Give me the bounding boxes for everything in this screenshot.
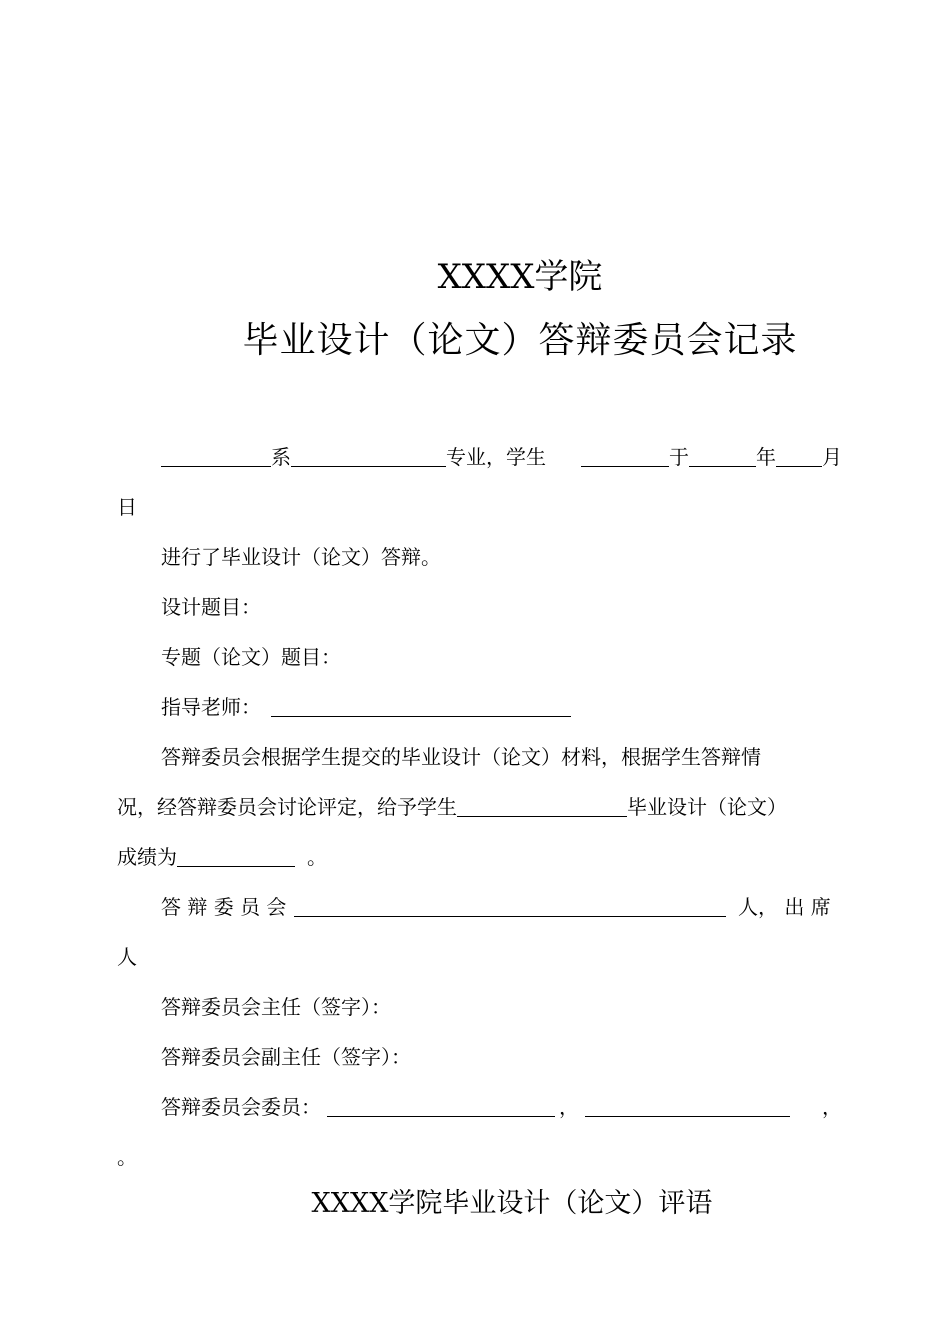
year-label: 年: [756, 445, 776, 469]
grade-label: 成绩为: [117, 845, 177, 869]
advisor-line: [161, 692, 571, 722]
design-topic-label: 设计题目：: [161, 595, 261, 619]
advisor-blank[interactable]: [271, 696, 571, 717]
chair-signature-label: 答辩委员会主任（签字）：: [161, 995, 391, 1019]
intro-line-date: [581, 442, 842, 472]
committee-count-label: 答 辩 委 员 会: [161, 895, 287, 919]
defense-done-text: 进行了毕业设计（论文）答辩。: [161, 545, 441, 569]
person-label: 人: [117, 945, 137, 969]
committee-para-2b: 毕业设计（论文）: [627, 795, 787, 819]
on-label: 于: [669, 445, 689, 469]
dept-blank[interactable]: [161, 446, 271, 467]
committee-para-2a: 况，经答辩委员会讨论评定，给予学生: [117, 795, 457, 819]
month-label: 月: [822, 445, 842, 469]
advisor-label: 指导老师：: [161, 695, 261, 719]
month-blank[interactable]: [776, 446, 822, 467]
record-title: 毕业设计（论文）答辩委员会记录: [242, 320, 798, 361]
committee-para-line-2: [117, 792, 787, 822]
comments-title: XXXX学院毕业设计（论文）评语: [311, 1188, 713, 1219]
members-comma-2: ，: [822, 1095, 842, 1119]
members-comma-1: ，: [559, 1095, 579, 1119]
major-student-label: 专业，学生: [446, 445, 546, 469]
year-blank[interactable]: [689, 446, 756, 467]
grade-line: [117, 842, 327, 872]
member-blank-2[interactable]: [585, 1096, 790, 1117]
committee-count-line: [161, 892, 726, 922]
members-label: 答辩委员会委员：: [161, 1095, 321, 1119]
members-line: [161, 1092, 790, 1122]
student-blank[interactable]: [581, 446, 669, 467]
members-period: 。: [117, 1145, 137, 1169]
student-name-blank[interactable]: [457, 796, 627, 817]
day-label: 日: [117, 495, 137, 519]
grade-end: 。: [307, 845, 327, 869]
special-topic-label: 专题（论文）题目：: [161, 645, 341, 669]
school-title: XXXX学院: [437, 257, 603, 297]
intro-line: [161, 442, 546, 472]
vice-chair-signature-label: 答辩委员会副主任（签字）：: [161, 1045, 411, 1069]
committee-count-blank[interactable]: [294, 896, 726, 917]
dept-label: 系: [271, 445, 291, 469]
grade-blank[interactable]: [177, 846, 295, 867]
member-blank-1[interactable]: [327, 1096, 555, 1117]
major-blank[interactable]: [291, 446, 446, 467]
persons-attend-text: 人， 出 席: [738, 895, 831, 919]
committee-para-line-1: 答辩委员会根据学生提交的毕业设计（论文）材料，根据学生答辩情: [161, 745, 761, 769]
